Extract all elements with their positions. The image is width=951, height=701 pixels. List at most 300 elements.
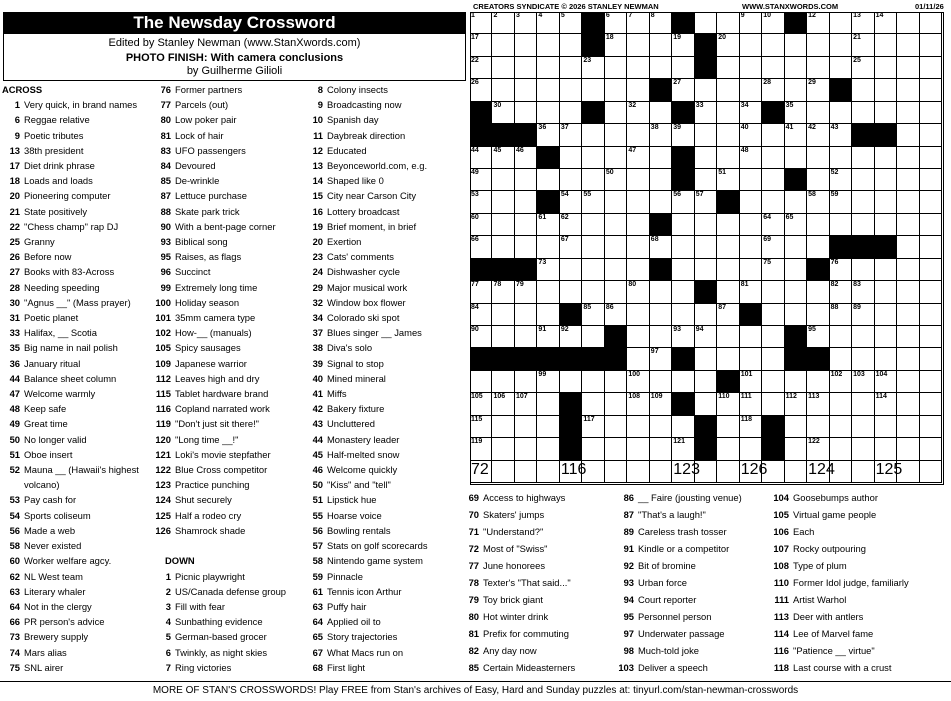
grid-cell[interactable] bbox=[830, 12, 852, 34]
grid-cell[interactable] bbox=[830, 393, 852, 415]
grid-cell[interactable] bbox=[650, 438, 672, 460]
grid-cell[interactable] bbox=[650, 57, 672, 79]
grid-cell[interactable] bbox=[740, 371, 762, 393]
grid-cell[interactable] bbox=[875, 259, 897, 281]
grid-cell[interactable] bbox=[605, 169, 627, 191]
grid-cell[interactable] bbox=[897, 57, 919, 79]
grid-cell[interactable] bbox=[537, 326, 559, 348]
grid-cell[interactable] bbox=[762, 371, 784, 393]
grid-cell[interactable] bbox=[830, 416, 852, 438]
grid-cell[interactable] bbox=[785, 79, 807, 101]
grid-cell[interactable] bbox=[560, 281, 582, 303]
grid-cell[interactable] bbox=[492, 12, 514, 34]
grid-cell[interactable] bbox=[830, 102, 852, 124]
grid-cell[interactable] bbox=[717, 79, 739, 101]
grid-cell[interactable] bbox=[762, 348, 784, 370]
grid-cell[interactable] bbox=[830, 147, 852, 169]
grid-cell[interactable] bbox=[627, 461, 649, 483]
grid-cell[interactable] bbox=[695, 371, 717, 393]
grid-cell[interactable] bbox=[695, 259, 717, 281]
grid-cell[interactable] bbox=[875, 304, 897, 326]
grid-cell[interactable] bbox=[807, 236, 829, 258]
grid-cell[interactable] bbox=[582, 438, 604, 460]
grid-cell[interactable] bbox=[515, 214, 537, 236]
grid-cell[interactable] bbox=[537, 461, 559, 483]
grid-cell[interactable] bbox=[717, 304, 739, 326]
grid-cell[interactable] bbox=[650, 124, 672, 146]
grid-cell[interactable] bbox=[650, 393, 672, 415]
grid-cell[interactable] bbox=[897, 259, 919, 281]
grid-cell[interactable] bbox=[785, 34, 807, 56]
grid-cell[interactable] bbox=[672, 79, 694, 101]
grid-cell[interactable] bbox=[537, 79, 559, 101]
grid-cell[interactable] bbox=[537, 57, 559, 79]
grid-cell[interactable] bbox=[830, 191, 852, 213]
grid-cell[interactable] bbox=[897, 12, 919, 34]
grid-cell[interactable] bbox=[785, 147, 807, 169]
grid-cell[interactable] bbox=[695, 393, 717, 415]
grid-cell[interactable] bbox=[695, 326, 717, 348]
grid-cell[interactable] bbox=[492, 304, 514, 326]
grid-cell[interactable] bbox=[650, 12, 672, 34]
grid-cell[interactable] bbox=[650, 34, 672, 56]
grid-cell[interactable] bbox=[650, 236, 672, 258]
grid-cell[interactable] bbox=[650, 281, 672, 303]
grid-cell[interactable] bbox=[672, 124, 694, 146]
grid-cell[interactable] bbox=[560, 34, 582, 56]
grid-cell[interactable] bbox=[582, 79, 604, 101]
grid-cell[interactable] bbox=[852, 393, 874, 415]
grid-cell[interactable] bbox=[740, 348, 762, 370]
grid-cell[interactable] bbox=[740, 416, 762, 438]
grid-cell[interactable] bbox=[515, 438, 537, 460]
grid-cell[interactable] bbox=[717, 393, 739, 415]
grid-cell[interactable] bbox=[672, 438, 694, 460]
grid-cell[interactable] bbox=[920, 304, 942, 326]
grid-cell[interactable] bbox=[785, 281, 807, 303]
grid-cell[interactable] bbox=[717, 12, 739, 34]
grid-cell[interactable] bbox=[537, 416, 559, 438]
grid-cell[interactable] bbox=[627, 102, 649, 124]
grid-cell[interactable] bbox=[515, 371, 537, 393]
crossword-grid[interactable] bbox=[470, 12, 943, 484]
grid-cell[interactable] bbox=[560, 236, 582, 258]
grid-cell[interactable] bbox=[740, 147, 762, 169]
grid-cell[interactable] bbox=[920, 371, 942, 393]
grid-cell[interactable] bbox=[560, 191, 582, 213]
grid-cell[interactable] bbox=[650, 191, 672, 213]
grid-cell[interactable] bbox=[762, 259, 784, 281]
grid-cell[interactable] bbox=[492, 147, 514, 169]
grid-cell[interactable] bbox=[582, 371, 604, 393]
grid-cell[interactable] bbox=[605, 191, 627, 213]
grid-cell[interactable] bbox=[785, 191, 807, 213]
grid-cell[interactable] bbox=[605, 281, 627, 303]
grid-cell[interactable] bbox=[897, 147, 919, 169]
grid-cell[interactable] bbox=[740, 124, 762, 146]
grid-cell[interactable] bbox=[762, 236, 784, 258]
grid-cell[interactable] bbox=[920, 281, 942, 303]
grid-cell[interactable] bbox=[515, 12, 537, 34]
grid-cell[interactable] bbox=[515, 169, 537, 191]
grid-cell[interactable] bbox=[470, 236, 492, 258]
grid-cell[interactable] bbox=[470, 147, 492, 169]
grid-cell[interactable] bbox=[875, 34, 897, 56]
grid-cell[interactable] bbox=[740, 281, 762, 303]
grid-cell[interactable] bbox=[515, 416, 537, 438]
grid-cell[interactable] bbox=[740, 438, 762, 460]
grid-cell[interactable] bbox=[740, 191, 762, 213]
grid-cell[interactable] bbox=[807, 371, 829, 393]
grid-cell[interactable] bbox=[920, 169, 942, 191]
grid-cell[interactable] bbox=[920, 214, 942, 236]
grid-cell[interactable] bbox=[515, 461, 537, 483]
grid-cell[interactable] bbox=[852, 147, 874, 169]
grid-cell[interactable] bbox=[717, 57, 739, 79]
grid-cell[interactable] bbox=[875, 102, 897, 124]
grid-cell[interactable] bbox=[897, 438, 919, 460]
grid-cell[interactable] bbox=[695, 304, 717, 326]
grid-cell[interactable] bbox=[762, 12, 784, 34]
grid-cell[interactable] bbox=[582, 304, 604, 326]
grid-cell[interactable] bbox=[537, 34, 559, 56]
grid-cell[interactable] bbox=[875, 438, 897, 460]
grid-cell[interactable] bbox=[830, 34, 852, 56]
grid-cell[interactable] bbox=[627, 191, 649, 213]
grid-cell[interactable] bbox=[920, 438, 942, 460]
grid-cell[interactable] bbox=[875, 214, 897, 236]
grid-cell[interactable] bbox=[852, 438, 874, 460]
grid-cell[interactable] bbox=[897, 34, 919, 56]
grid-cell[interactable] bbox=[807, 34, 829, 56]
grid-cell[interactable] bbox=[650, 416, 672, 438]
grid-cell[interactable] bbox=[807, 79, 829, 101]
grid-cell[interactable] bbox=[785, 214, 807, 236]
grid-cell[interactable] bbox=[537, 102, 559, 124]
grid-cell[interactable] bbox=[897, 169, 919, 191]
grid-cell[interactable] bbox=[537, 371, 559, 393]
grid-cell[interactable] bbox=[717, 214, 739, 236]
grid-cell[interactable] bbox=[515, 102, 537, 124]
grid-cell[interactable] bbox=[470, 371, 492, 393]
grid-cell[interactable] bbox=[920, 191, 942, 213]
grid-cell[interactable] bbox=[785, 461, 807, 483]
grid-cell[interactable] bbox=[470, 393, 492, 415]
grid-cell[interactable] bbox=[627, 57, 649, 79]
grid-cell[interactable] bbox=[897, 348, 919, 370]
grid-cell[interactable] bbox=[515, 34, 537, 56]
grid-cell[interactable] bbox=[582, 191, 604, 213]
grid-cell[interactable] bbox=[807, 12, 829, 34]
grid-cell[interactable] bbox=[830, 371, 852, 393]
grid-cell[interactable] bbox=[807, 169, 829, 191]
grid-cell[interactable] bbox=[740, 236, 762, 258]
grid-cell[interactable] bbox=[672, 416, 694, 438]
grid-cell[interactable] bbox=[560, 79, 582, 101]
grid-cell[interactable] bbox=[492, 438, 514, 460]
grid-cell[interactable] bbox=[852, 79, 874, 101]
grid-cell[interactable] bbox=[852, 326, 874, 348]
grid-cell[interactable] bbox=[605, 214, 627, 236]
grid-cell[interactable] bbox=[920, 236, 942, 258]
grid-cell[interactable] bbox=[582, 416, 604, 438]
grid-cell[interactable] bbox=[897, 79, 919, 101]
grid-cell[interactable] bbox=[492, 214, 514, 236]
grid-cell[interactable] bbox=[582, 214, 604, 236]
grid-cell[interactable] bbox=[627, 236, 649, 258]
grid-cell[interactable] bbox=[650, 304, 672, 326]
grid-cell[interactable] bbox=[672, 236, 694, 258]
grid-cell[interactable] bbox=[875, 416, 897, 438]
grid-cell[interactable] bbox=[740, 393, 762, 415]
grid-cell[interactable] bbox=[582, 236, 604, 258]
grid-cell[interactable] bbox=[470, 304, 492, 326]
grid-cell[interactable] bbox=[717, 34, 739, 56]
grid-cell[interactable] bbox=[650, 326, 672, 348]
grid-cell[interactable] bbox=[852, 102, 874, 124]
grid-cell[interactable] bbox=[785, 371, 807, 393]
grid-cell[interactable] bbox=[537, 236, 559, 258]
grid-cell[interactable] bbox=[492, 326, 514, 348]
grid-cell[interactable] bbox=[762, 393, 784, 415]
grid-cell[interactable] bbox=[740, 259, 762, 281]
grid-cell[interactable] bbox=[920, 393, 942, 415]
grid-cell[interactable] bbox=[515, 393, 537, 415]
grid-cell[interactable] bbox=[515, 281, 537, 303]
grid-cell[interactable] bbox=[650, 371, 672, 393]
grid-cell[interactable] bbox=[740, 79, 762, 101]
grid-cell[interactable] bbox=[717, 461, 739, 483]
grid-cell[interactable] bbox=[740, 169, 762, 191]
grid-cell[interactable] bbox=[897, 326, 919, 348]
grid-cell[interactable] bbox=[740, 12, 762, 34]
grid-cell[interactable] bbox=[560, 102, 582, 124]
grid-cell[interactable] bbox=[605, 461, 627, 483]
grid-cell[interactable] bbox=[650, 102, 672, 124]
grid-cell[interactable] bbox=[515, 79, 537, 101]
grid-cell[interactable] bbox=[740, 102, 762, 124]
grid-cell[interactable] bbox=[785, 304, 807, 326]
grid-cell[interactable] bbox=[920, 259, 942, 281]
grid-cell[interactable] bbox=[627, 393, 649, 415]
grid-cell[interactable] bbox=[875, 57, 897, 79]
grid-cell[interactable] bbox=[560, 214, 582, 236]
grid-cell[interactable] bbox=[492, 281, 514, 303]
grid-cell[interactable] bbox=[515, 304, 537, 326]
grid-cell[interactable] bbox=[807, 102, 829, 124]
grid-cell[interactable] bbox=[785, 102, 807, 124]
grid-cell[interactable] bbox=[492, 416, 514, 438]
grid-cell[interactable] bbox=[920, 102, 942, 124]
grid-cell[interactable] bbox=[852, 191, 874, 213]
grid-cell[interactable] bbox=[560, 124, 582, 146]
grid-cell[interactable] bbox=[515, 326, 537, 348]
grid-cell[interactable] bbox=[830, 304, 852, 326]
grid-cell[interactable] bbox=[762, 34, 784, 56]
grid-cell[interactable] bbox=[582, 393, 604, 415]
grid-cell[interactable] bbox=[492, 169, 514, 191]
grid-cell[interactable] bbox=[627, 416, 649, 438]
grid-cell[interactable] bbox=[605, 102, 627, 124]
grid-cell[interactable] bbox=[537, 393, 559, 415]
grid-cell[interactable] bbox=[492, 371, 514, 393]
grid-cell[interactable] bbox=[672, 57, 694, 79]
grid-cell[interactable] bbox=[785, 259, 807, 281]
grid-cell[interactable] bbox=[627, 124, 649, 146]
grid-cell[interactable] bbox=[897, 281, 919, 303]
grid-cell[interactable] bbox=[920, 348, 942, 370]
grid-cell[interactable] bbox=[762, 304, 784, 326]
grid-cell[interactable] bbox=[470, 438, 492, 460]
grid-cell[interactable] bbox=[470, 191, 492, 213]
grid-cell[interactable] bbox=[627, 259, 649, 281]
grid-cell[interactable] bbox=[762, 191, 784, 213]
grid-cell[interactable] bbox=[515, 147, 537, 169]
grid-cell[interactable] bbox=[852, 281, 874, 303]
grid-cell[interactable] bbox=[627, 304, 649, 326]
grid-cell[interactable] bbox=[560, 371, 582, 393]
grid-cell[interactable] bbox=[920, 416, 942, 438]
grid-cell[interactable] bbox=[717, 102, 739, 124]
grid-cell[interactable] bbox=[852, 371, 874, 393]
grid-cell[interactable] bbox=[807, 57, 829, 79]
grid-cell[interactable] bbox=[762, 147, 784, 169]
grid-cell[interactable] bbox=[470, 281, 492, 303]
grid-cell[interactable] bbox=[605, 124, 627, 146]
grid-cell[interactable] bbox=[897, 393, 919, 415]
grid-cell[interactable] bbox=[515, 191, 537, 213]
grid-cell[interactable] bbox=[470, 12, 492, 34]
grid-cell[interactable] bbox=[672, 326, 694, 348]
grid-cell[interactable] bbox=[830, 259, 852, 281]
grid-cell[interactable] bbox=[492, 191, 514, 213]
grid-cell[interactable] bbox=[852, 169, 874, 191]
grid-cell[interactable] bbox=[537, 281, 559, 303]
grid-cell[interactable] bbox=[492, 461, 514, 483]
grid-cell[interactable] bbox=[627, 214, 649, 236]
grid-cell[interactable] bbox=[785, 124, 807, 146]
grid-cell[interactable] bbox=[897, 191, 919, 213]
grid-cell[interactable] bbox=[807, 438, 829, 460]
grid-cell[interactable] bbox=[560, 259, 582, 281]
grid-cell[interactable] bbox=[875, 348, 897, 370]
grid-cell[interactable] bbox=[605, 147, 627, 169]
grid-cell[interactable] bbox=[695, 348, 717, 370]
grid-cell[interactable] bbox=[717, 236, 739, 258]
grid-cell[interactable] bbox=[852, 259, 874, 281]
grid-cell[interactable] bbox=[852, 214, 874, 236]
grid-cell[interactable] bbox=[627, 438, 649, 460]
grid-cell[interactable] bbox=[470, 326, 492, 348]
grid-cell[interactable] bbox=[717, 438, 739, 460]
grid-cell[interactable] bbox=[807, 416, 829, 438]
grid-cell[interactable] bbox=[717, 281, 739, 303]
grid-cell[interactable] bbox=[897, 371, 919, 393]
grid-cell[interactable] bbox=[920, 461, 942, 483]
grid-cell[interactable] bbox=[582, 147, 604, 169]
grid-cell[interactable] bbox=[807, 326, 829, 348]
grid-cell[interactable] bbox=[920, 326, 942, 348]
grid-cell[interactable] bbox=[695, 12, 717, 34]
grid-cell[interactable] bbox=[852, 34, 874, 56]
grid-cell[interactable] bbox=[830, 281, 852, 303]
grid-cell[interactable] bbox=[875, 393, 897, 415]
grid-cell[interactable] bbox=[695, 236, 717, 258]
grid-cell[interactable] bbox=[695, 124, 717, 146]
grid-cell[interactable] bbox=[537, 169, 559, 191]
grid-cell[interactable] bbox=[717, 416, 739, 438]
grid-cell[interactable] bbox=[627, 12, 649, 34]
grid-cell[interactable] bbox=[537, 304, 559, 326]
grid-cell[interactable] bbox=[650, 348, 672, 370]
grid-cell[interactable] bbox=[605, 371, 627, 393]
grid-cell[interactable] bbox=[650, 461, 672, 483]
grid-cell[interactable] bbox=[897, 124, 919, 146]
grid-cell[interactable] bbox=[740, 57, 762, 79]
grid-cell[interactable] bbox=[875, 79, 897, 101]
grid-cell[interactable] bbox=[470, 34, 492, 56]
grid-cell[interactable] bbox=[492, 34, 514, 56]
grid-cell[interactable] bbox=[920, 12, 942, 34]
grid-cell[interactable] bbox=[582, 259, 604, 281]
grid-cell[interactable] bbox=[605, 79, 627, 101]
grid-cell[interactable] bbox=[650, 169, 672, 191]
grid-cell[interactable] bbox=[537, 12, 559, 34]
grid-cell[interactable] bbox=[560, 169, 582, 191]
grid-cell[interactable] bbox=[672, 214, 694, 236]
grid-cell[interactable] bbox=[515, 236, 537, 258]
grid-cell[interactable] bbox=[627, 34, 649, 56]
grid-cell[interactable] bbox=[717, 147, 739, 169]
grid-cell[interactable] bbox=[492, 393, 514, 415]
grid-cell[interactable] bbox=[875, 147, 897, 169]
grid-cell[interactable] bbox=[852, 461, 874, 483]
grid-cell[interactable] bbox=[605, 57, 627, 79]
grid-cell[interactable] bbox=[875, 191, 897, 213]
grid-cell[interactable] bbox=[470, 169, 492, 191]
grid-cell[interactable] bbox=[897, 214, 919, 236]
grid-cell[interactable] bbox=[605, 259, 627, 281]
grid-cell[interactable] bbox=[740, 34, 762, 56]
grid-cell[interactable] bbox=[785, 438, 807, 460]
grid-cell[interactable] bbox=[627, 371, 649, 393]
grid-cell[interactable] bbox=[717, 348, 739, 370]
grid-cell[interactable] bbox=[582, 281, 604, 303]
grid-cell[interactable] bbox=[492, 236, 514, 258]
grid-cell[interactable] bbox=[672, 259, 694, 281]
grid-cell[interactable] bbox=[695, 169, 717, 191]
grid-cell[interactable] bbox=[672, 281, 694, 303]
grid-cell[interactable] bbox=[852, 348, 874, 370]
grid-cell[interactable] bbox=[897, 236, 919, 258]
grid-cell[interactable] bbox=[830, 348, 852, 370]
grid-cell[interactable] bbox=[920, 57, 942, 79]
grid-cell[interactable] bbox=[762, 214, 784, 236]
grid-cell[interactable] bbox=[740, 214, 762, 236]
grid-cell[interactable] bbox=[830, 326, 852, 348]
grid-cell[interactable] bbox=[627, 147, 649, 169]
grid-cell[interactable] bbox=[470, 57, 492, 79]
grid-cell[interactable] bbox=[560, 326, 582, 348]
grid-cell[interactable] bbox=[852, 416, 874, 438]
grid-cell[interactable] bbox=[627, 348, 649, 370]
grid-cell[interactable] bbox=[605, 304, 627, 326]
grid-cell[interactable] bbox=[695, 147, 717, 169]
grid-cell[interactable] bbox=[605, 438, 627, 460]
grid-cell[interactable] bbox=[515, 57, 537, 79]
grid-cell[interactable] bbox=[852, 57, 874, 79]
grid-cell[interactable] bbox=[807, 304, 829, 326]
